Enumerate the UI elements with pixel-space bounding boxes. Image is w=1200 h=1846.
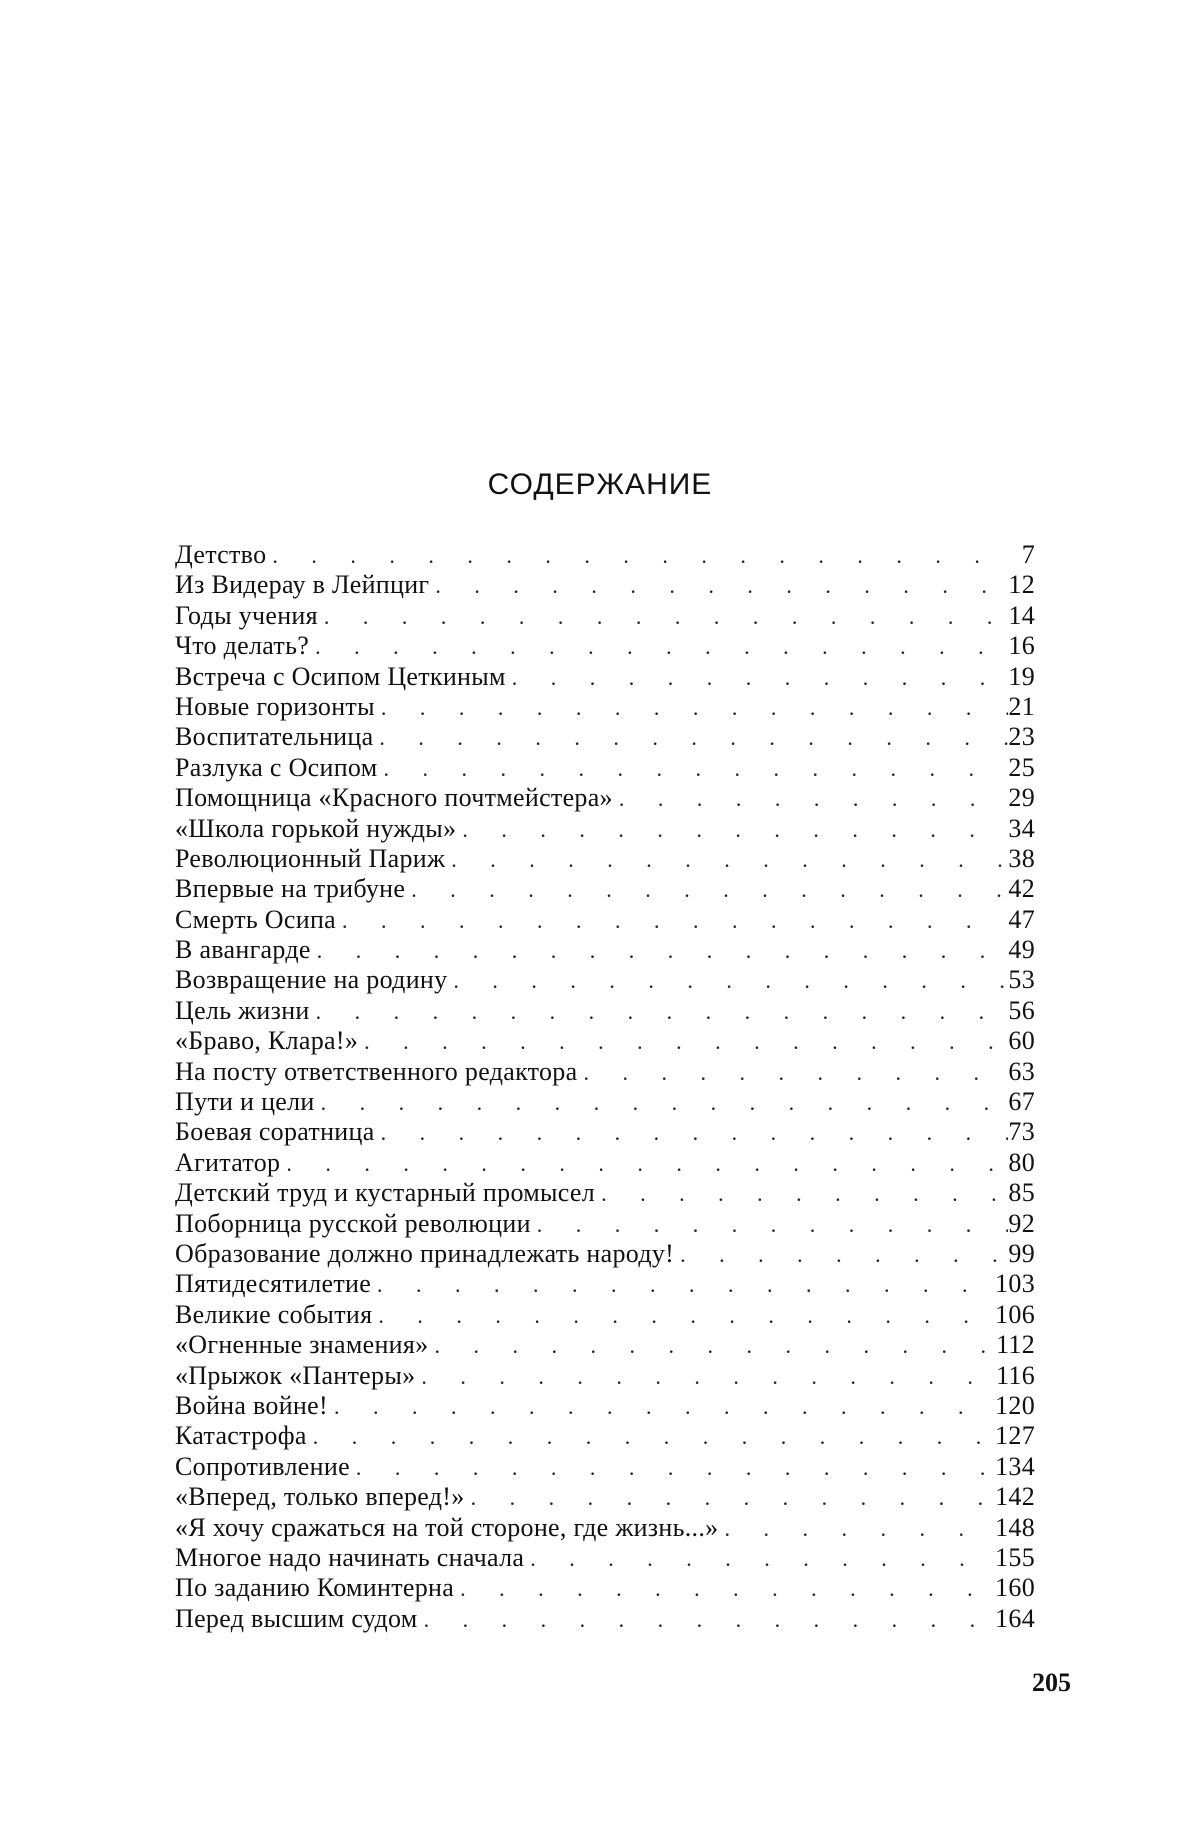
toc-entry-title: «Огненные знамения» <box>175 1330 429 1360</box>
toc-entry-page: 38 <box>1008 843 1035 873</box>
toc-entry <box>175 844 1035 874</box>
toc-entry-title: Новые горизонты <box>175 691 375 721</box>
dot-leader <box>317 936 1005 966</box>
toc-entry-page: 116 <box>996 1360 1035 1390</box>
dot-leader <box>619 784 1009 814</box>
toc-entry-page: 34 <box>1008 813 1035 843</box>
toc-heading: СОДЕРЖАНИЕ <box>487 468 713 501</box>
toc-entry <box>175 935 1035 965</box>
toc-entry-page: 155 <box>995 1542 1035 1572</box>
toc-entry-page: 164 <box>995 1603 1035 1633</box>
toc-entry-page: 56 <box>1008 995 1035 1025</box>
toc-entry-page: 25 <box>1008 752 1035 782</box>
toc-entry-page: 134 <box>995 1451 1035 1481</box>
toc-entry <box>175 1269 1035 1299</box>
toc-entry-title: Из Видерау в Лейпциг <box>175 570 430 600</box>
toc-entry <box>175 1482 1035 1512</box>
toc-entry-title: «Браво, Клара!» <box>175 1026 359 1056</box>
toc-entry <box>175 692 1035 722</box>
toc-entry-page: 14 <box>1008 600 1035 630</box>
toc-entry-page: 106 <box>995 1299 1035 1329</box>
toc-entry-title: Детский труд и кустарный промысел <box>175 1178 596 1208</box>
dot-leader <box>512 663 1009 693</box>
toc-entry <box>175 1209 1035 1239</box>
toc-entry <box>175 631 1035 661</box>
toc-entry-title: Сопротивление <box>175 1451 350 1481</box>
toc-entry-page: 103 <box>995 1269 1035 1299</box>
dot-leader <box>315 632 1005 662</box>
dot-leader <box>424 1605 996 1635</box>
toc-entry-title: Поборница русской революции <box>175 1208 531 1238</box>
toc-entry-title: Детство <box>175 540 267 569</box>
toc-entry-title: Что делать? <box>175 631 310 661</box>
toc-entry-page: 73 <box>1008 1117 1035 1147</box>
toc-entry-page: 12 <box>1008 570 1035 600</box>
toc-entry <box>175 722 1035 752</box>
toc-entry-page: 112 <box>996 1330 1035 1360</box>
toc-entry-page: 49 <box>1008 935 1035 965</box>
dot-leader <box>411 875 1008 905</box>
toc-entry <box>175 814 1035 844</box>
toc-entry-page: 85 <box>1008 1178 1035 1208</box>
dot-leader <box>381 1118 1008 1148</box>
toc-entry <box>175 1421 1035 1451</box>
dot-leader <box>272 541 1003 571</box>
toc-entry-page: 142 <box>995 1482 1035 1512</box>
dot-leader <box>460 1574 995 1604</box>
toc-entry-title: На посту ответственного редактора <box>175 1056 578 1086</box>
page-number: 205 <box>1032 1668 1071 1697</box>
toc-entry-title: Катастрофа <box>175 1421 307 1451</box>
toc-list <box>175 540 1035 1634</box>
dot-leader <box>324 602 1005 632</box>
toc-entry-title: Война войне! <box>175 1390 328 1420</box>
dot-leader <box>383 754 1007 784</box>
toc-entry-title: «Я хочу сражаться на той стороне, где жизнь...» <box>175 1512 719 1542</box>
toc-entry-title: Перед высшим судом <box>175 1603 418 1633</box>
toc-entry-title: «Школа горькой нужды» <box>175 813 457 843</box>
toc-entry-title: «Вперед, только вперед!» <box>175 1482 465 1512</box>
toc-entry-title: Цель жизни <box>175 995 310 1025</box>
toc-entry <box>175 1178 1035 1208</box>
toc-entry <box>175 1330 1035 1360</box>
toc-entry <box>175 1026 1035 1056</box>
toc-entry-title: Пути и цели <box>175 1087 315 1117</box>
dot-leader <box>451 845 1008 875</box>
toc-entry-page: 47 <box>1008 904 1035 934</box>
dot-leader <box>434 1331 996 1361</box>
dot-leader <box>421 1362 996 1392</box>
dot-leader <box>286 1149 1003 1179</box>
toc-entry-page: 16 <box>1008 631 1035 661</box>
dot-leader <box>378 1301 995 1331</box>
toc-entry <box>175 1300 1035 1330</box>
toc-entry-title: Революционный Париж <box>175 843 446 873</box>
toc-entry-title: Впервые на трибуне <box>175 874 406 904</box>
toc-entry <box>175 1117 1035 1147</box>
toc-entry-page: 148 <box>995 1512 1035 1542</box>
toc-entry-title: Встреча с Осипом Цеткиным <box>175 661 506 691</box>
toc-entry-page: 23 <box>1008 722 1035 752</box>
toc-entry <box>175 1573 1035 1603</box>
toc-entry <box>175 965 1035 995</box>
toc-entry <box>175 1148 1035 1178</box>
toc-entry-title: Помощница «Красного почтмейстера» <box>175 783 613 813</box>
toc-entry-page: 21 <box>1008 691 1035 721</box>
dot-leader <box>356 1453 995 1483</box>
dot-leader <box>321 1088 1005 1118</box>
dot-leader <box>334 1392 995 1422</box>
toc-entry <box>175 1361 1035 1391</box>
dot-leader <box>316 997 1005 1027</box>
toc-entry-title: Боевая соратница <box>175 1117 375 1147</box>
dot-leader <box>601 1179 1008 1209</box>
toc-entry-title: Агитатор <box>175 1147 281 1177</box>
toc-entry <box>175 874 1035 904</box>
toc-entry-title: Великие события <box>175 1299 373 1329</box>
toc-entry-page: 63 <box>1008 1056 1035 1086</box>
toc-entry-page: 80 <box>1008 1147 1035 1177</box>
toc-entry <box>175 1604 1035 1634</box>
dot-leader <box>530 1544 995 1574</box>
toc-entry <box>175 662 1035 692</box>
toc-entry-title: Многое надо начинать сначала <box>175 1542 525 1572</box>
toc-entry-title: Смерть Осипа <box>175 904 336 934</box>
toc-entry-page: 160 <box>995 1573 1035 1603</box>
dot-leader <box>471 1483 996 1513</box>
dot-leader <box>381 693 1008 723</box>
dot-leader <box>342 906 1006 936</box>
toc-entry <box>175 601 1035 631</box>
toc-entry-page: 7 <box>1021 540 1035 569</box>
toc-entry <box>175 1239 1035 1269</box>
dot-leader <box>537 1210 1009 1240</box>
toc-entry-title: Разлука с Осипом <box>175 752 378 782</box>
toc-entry-page: 67 <box>1008 1087 1035 1117</box>
dot-leader <box>313 1422 995 1452</box>
toc-entry-page: 19 <box>1008 661 1035 691</box>
toc-entry <box>175 1391 1035 1421</box>
toc-entry <box>175 1057 1035 1087</box>
toc-entry-title: Пятидесятилетие <box>175 1269 372 1299</box>
toc-entry <box>175 1513 1035 1543</box>
toc-entry-title: Годы учения <box>175 600 318 630</box>
toc-entry <box>175 540 1035 570</box>
toc-entry-page: 42 <box>1008 874 1035 904</box>
toc-entry <box>175 783 1035 813</box>
dot-leader <box>462 815 1008 845</box>
dot-leader <box>435 571 1008 601</box>
dot-leader <box>377 1270 995 1300</box>
toc-entry <box>175 753 1035 783</box>
toc-entry <box>175 1543 1035 1573</box>
dot-leader <box>583 1058 1008 1088</box>
toc-entry-page: 29 <box>1008 783 1035 813</box>
toc-entry-title: Воспитательница <box>175 722 374 752</box>
toc-entry-title: Образование должно принадлежать народу! <box>175 1238 675 1268</box>
toc-entry <box>175 1087 1035 1117</box>
dot-leader <box>379 723 1007 753</box>
toc-entry-page: 53 <box>1008 965 1035 995</box>
toc-entry-page: 127 <box>995 1421 1035 1451</box>
toc-entry <box>175 905 1035 935</box>
toc-entry-page: 92 <box>1008 1208 1035 1238</box>
toc-entry <box>175 996 1035 1026</box>
dot-leader <box>453 966 1008 996</box>
toc-entry-page: 120 <box>995 1390 1035 1420</box>
toc-entry-title: Возвращение на родину <box>175 965 448 995</box>
dot-leader <box>680 1240 1008 1270</box>
toc-entry-page: 99 <box>1008 1238 1035 1268</box>
dot-leader <box>364 1027 1007 1057</box>
toc-entry-title: В авангарде <box>175 935 311 965</box>
toc-entry-page: 60 <box>1008 1026 1035 1056</box>
toc-entry <box>175 570 1035 600</box>
toc-entry-title: «Прыжок «Пантеры» <box>175 1360 416 1390</box>
toc-entry <box>175 1452 1035 1482</box>
toc-entry-title: По заданию Коминтерна <box>175 1573 455 1603</box>
dot-leader <box>724 1514 995 1544</box>
